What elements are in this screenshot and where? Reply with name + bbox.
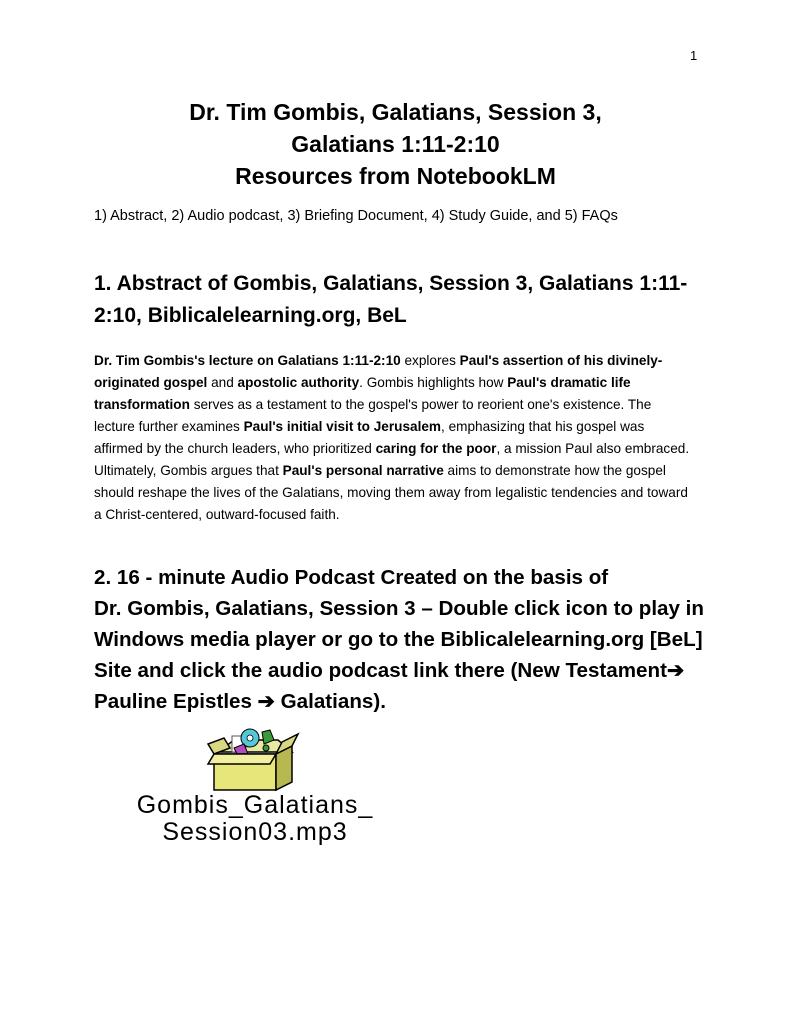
section2-line-4-text: Site and click the audio podcast link there (New Testament <box>94 659 667 682</box>
section2-line-3: Windows media player or go to the Biblicalelearning.org [BeL] <box>94 628 703 651</box>
abstract-text: , emphasizing that his gospel was affirmed by the church leaders, who prioritized <box>94 419 645 456</box>
document-title <box>0 96 791 192</box>
audio-filename-line-1: Gombis_Galatians_ <box>136 791 374 819</box>
section2-line-2: Dr. Gombis, Galatians, Session 3 – Double click icon to play in <box>94 597 704 620</box>
abstract-bold-text: Dr. Tim Gombis's lecture on Galatians 1:11-2:10 <box>94 353 401 368</box>
arrow-icon: ➔ <box>666 659 685 682</box>
abstract-bold-text: Paul's initial visit to Jerusalem <box>243 419 442 434</box>
title-line-2: Galatians 1:11-2:10 <box>291 131 500 157</box>
section1-heading: 1. Abstract of Gombis, Galatians, Session 3, Galatians 1:11-2:10, Biblicalelearning.org, BeL <box>94 272 688 327</box>
audio-filename-line-2: Session03.mp3 <box>162 818 348 846</box>
title-line-1: Dr. Tim Gombis, Galatians, Session 3, <box>189 99 602 125</box>
abstract-bold-text: apostolic authority <box>237 375 360 390</box>
title-line-3: Resources from NotebookLM <box>235 163 556 189</box>
section2-heading <box>94 562 714 717</box>
abstract-paragraph <box>94 350 694 526</box>
abstract-bold-text: Paul's assertion of his divinely-originated gospel <box>94 353 663 390</box>
section2-line-5-text-a: Pauline Epistles <box>94 690 258 713</box>
abstract-bold-text: Paul's dramatic life transformation <box>94 375 631 412</box>
abstract-bold-text: Paul's personal narrative <box>282 463 444 478</box>
abstract-text: , a mission Paul also embraced. Ultimately, Gombis argues that <box>94 441 690 478</box>
abstract-text: . Gombis highlights how <box>359 375 508 390</box>
abstract-bold-text: caring for the poor <box>375 441 497 456</box>
package-audio-icon[interactable] <box>204 724 300 794</box>
audio-filename-label[interactable] <box>100 792 410 846</box>
section2-line-4 <box>94 655 714 686</box>
resources-list: 1) Abstract, 2) Audio podcast, 3) Briefing Document, 4) Study Guide, and 5) FAQs <box>94 208 618 224</box>
abstract-text: aims to demonstrate how the gospel should reshape the lives of the Galatians, moving them away from legalistic tendencies and toward a Christ-centered, outward-focused faith. <box>94 463 688 522</box>
section2-line-5-text-b: Galatians). <box>274 690 386 713</box>
section2-line-5 <box>94 686 714 717</box>
arrow-icon: ➔ <box>257 690 275 713</box>
abstract-text: serves as a testament to the gospel's power to reorient one's existence. The lecture further examines <box>94 397 652 434</box>
section2-line-1: 2. 16 - minute Audio Podcast Created on the basis of <box>94 566 609 589</box>
page-number: 1 <box>690 48 698 63</box>
abstract-text: and <box>207 375 238 390</box>
abstract-text: explores <box>400 353 460 368</box>
